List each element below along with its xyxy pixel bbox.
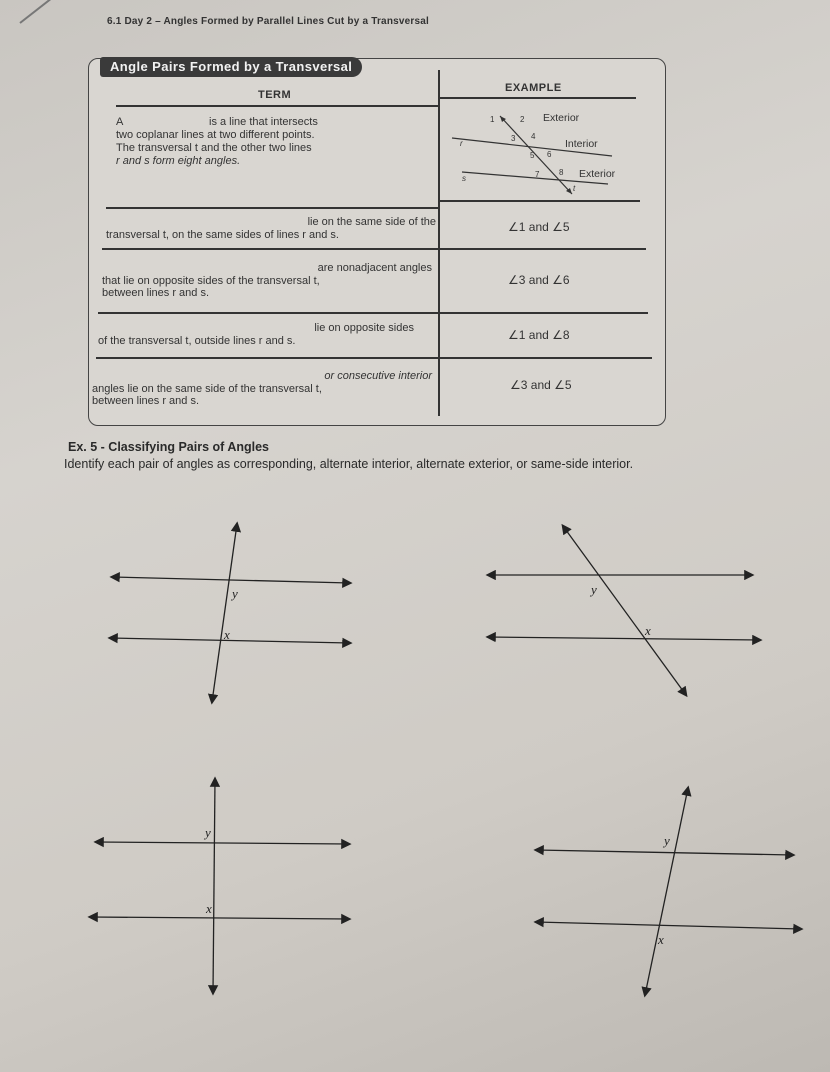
figure-2 (488, 526, 760, 695)
figure-3-x-label: x (206, 901, 212, 916)
figure-4 (536, 788, 801, 995)
figure-2-x-label: x (645, 623, 651, 638)
diagram-num: 3 (511, 134, 516, 143)
term-line: or consecutive interior (324, 370, 432, 382)
page-header: 6.1 Day 2 – Angles Formed by Parallel Lines Cut by a Transversal (107, 16, 430, 27)
example-alternate-interior: ∠3 and ∠6 (508, 273, 570, 287)
interior-label: Interior (565, 138, 598, 150)
term-line: between lines r and s. (102, 287, 210, 299)
term-lead: A (116, 116, 124, 128)
example-column-header: EXAMPLE (505, 82, 562, 94)
figure-1-y-label: y (232, 586, 238, 601)
figure-3 (90, 779, 349, 993)
term-line: of the transversal t, outside lines r and s. (98, 334, 296, 347)
term-line: transversal t, on the same sides of lines r and s. (106, 228, 339, 241)
figure-1-x-label: x (224, 627, 230, 642)
table-title: Angle Pairs Formed by a Transversal (100, 57, 362, 77)
term-line: between lines r and s. (92, 395, 200, 407)
figure-2-y-label: y (591, 582, 597, 597)
diagram-num: 7 (535, 170, 540, 179)
example-alternate-exterior: ∠1 and ∠8 (508, 328, 570, 342)
diagram-num: 5 (530, 151, 535, 160)
figure-1 (110, 524, 350, 702)
exterior-top-label: Exterior (543, 112, 580, 124)
term-line: two coplanar lines at two different points. (116, 129, 315, 141)
exercise-instructions: Identify each pair of angles as corresponding, alternate interior, alternate exterior, or same-side interior. (64, 457, 634, 471)
term-line: that lie on opposite sides of the transversal t, (102, 274, 320, 287)
term-line: are nonadjacent angles (317, 262, 432, 274)
term-line: angles lie on the same side of the transversal t, (92, 382, 322, 395)
diagram-num: 8 (559, 168, 564, 177)
diagram-num: 4 (531, 132, 536, 141)
term-line: The transversal t and the other two lines (116, 142, 312, 154)
term-line: lie on opposite sides (314, 322, 414, 334)
term-line: is a line that intersects (209, 116, 318, 128)
term-line: r and s form eight angles. (116, 155, 241, 167)
figure-3-y-label: y (205, 825, 211, 840)
line-r-label: r (460, 139, 463, 148)
figure-4-x-label: x (658, 932, 664, 947)
line-s-label: s (462, 174, 466, 183)
term-column-header: TERM (258, 89, 292, 101)
exterior-bottom-label: Exterior (579, 168, 616, 180)
line-t-label: t (573, 184, 576, 193)
term-line: lie on the same side of the (307, 216, 436, 228)
example-same-side-interior: ∠3 and ∠5 (510, 378, 572, 392)
diagram-num: 6 (547, 150, 552, 159)
diagram-num: 2 (520, 115, 525, 124)
diagram-num: 1 (490, 115, 495, 124)
figure-4-y-label: y (664, 833, 670, 848)
example-corresponding: ∠1 and ∠5 (508, 220, 570, 234)
exercise-title: Ex. 5 - Classifying Pairs of Angles (68, 440, 269, 454)
